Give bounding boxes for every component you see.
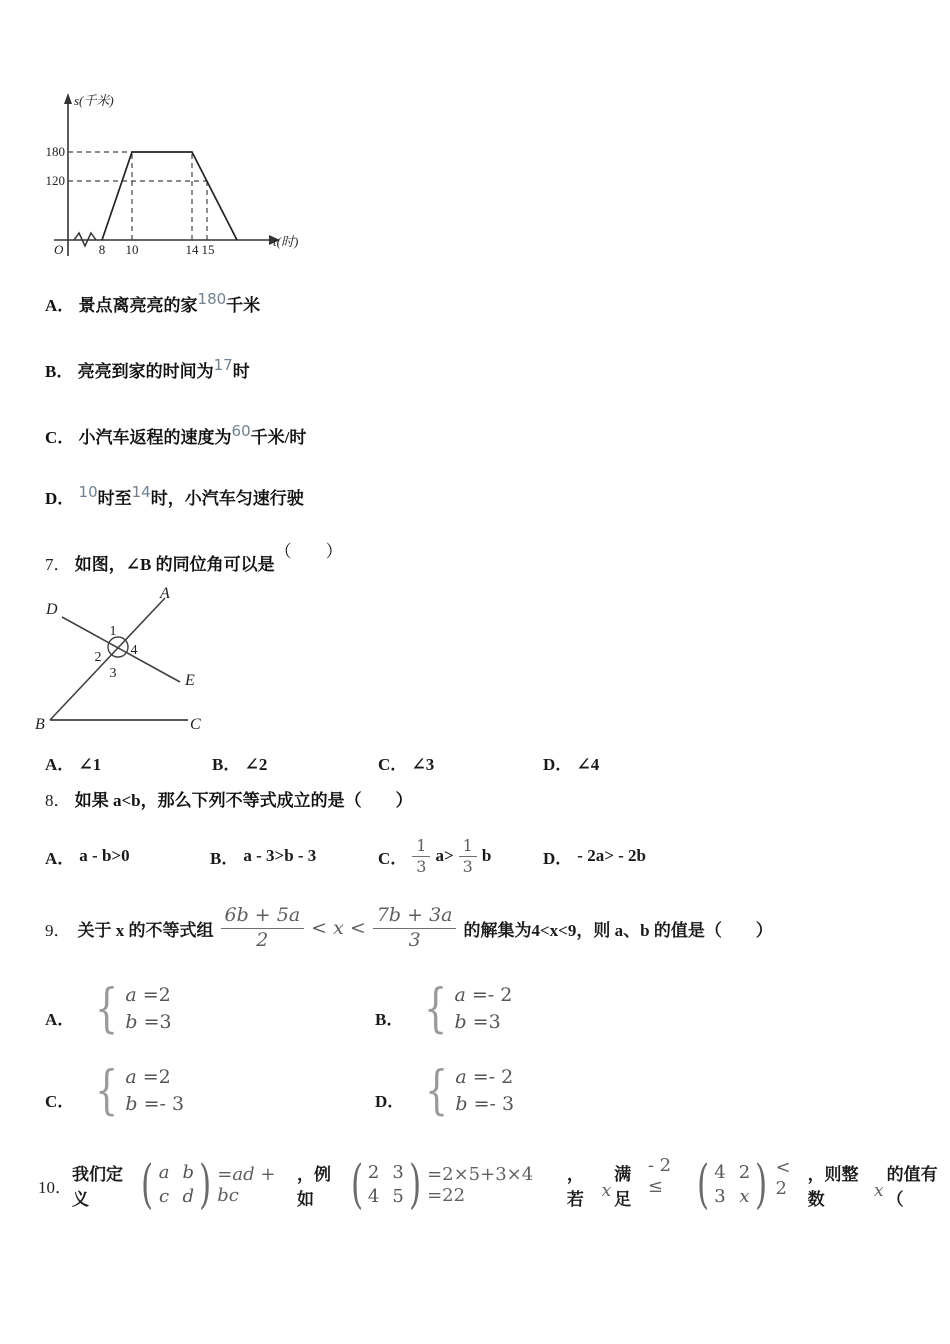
ytick-120: 120 (45, 173, 65, 188)
y-axis-arrow-icon (64, 93, 72, 104)
q6-option-b-letter: B． (45, 362, 74, 381)
q10-text-6: 的值有（ (886, 1165, 938, 1209)
q10-inequality-left: - 2 ≤ (647, 1155, 672, 1197)
q6-option-d-letter: D． (45, 489, 75, 508)
q9-b-line2-var: b (454, 1011, 467, 1033)
angle-label-3: 3 (109, 666, 117, 681)
q9-option-b-system (454, 982, 512, 1036)
q7-option-d-letter: D． (543, 755, 573, 774)
q10-text-3: ，若 (566, 1165, 584, 1209)
q9-frac1 (221, 905, 305, 951)
q10-variable-x-1: x (601, 1181, 612, 1201)
q8-option-c-letter: C． (378, 848, 408, 868)
q9-c-line2-val: =- 3 (143, 1093, 185, 1115)
q6-option-b (45, 357, 250, 382)
q10-text-2: ，例如 (297, 1165, 331, 1209)
q8-option-c-frac1 (412, 837, 430, 876)
q8-stem (45, 786, 413, 811)
q6-option-d-mid: 时至 (97, 489, 132, 508)
q9-stem (45, 890, 773, 966)
q8-option-c-end: b (481, 846, 492, 865)
q10-matrix-definition (137, 1155, 215, 1215)
q9-option-a-system (125, 982, 171, 1036)
q10-m3-22: x (739, 1186, 750, 1207)
q6-option-a (45, 291, 260, 316)
q7-number: 7． (45, 555, 71, 574)
q8-option-d-letter: D． (543, 848, 573, 868)
q6-option-b-post: 时 (232, 362, 250, 381)
q9-frac1-den: 2 (256, 928, 269, 951)
q9-frac2-den: 3 (408, 928, 421, 951)
q9-option-d-brace: { (425, 1061, 449, 1121)
q9-option-b-letter: B． (375, 1009, 404, 1029)
q8-option-b (210, 828, 316, 884)
q9-b-line2-val: =3 (472, 1011, 501, 1033)
q9-frac1-num: 6b + 5a (221, 905, 305, 928)
q8-option-b-letter: B． (210, 848, 239, 868)
q6-option-d-post: 时，小汽车匀速行驶 (150, 489, 304, 508)
line-BA (50, 598, 165, 720)
q10-stem (38, 1146, 950, 1224)
q9-d-line1-var: a (455, 1066, 467, 1088)
left-paren-icon: ( (141, 1155, 154, 1215)
q9-a-line1-var: a (125, 984, 137, 1006)
q9-c-line2-var: b (125, 1093, 138, 1115)
q6-option-d (45, 484, 304, 509)
q9-option-a-brace: { (95, 979, 119, 1039)
q8-option-b-value: a - 3>b - 3 (243, 846, 317, 865)
q6-option-d-number2: 14 (131, 483, 151, 501)
right-paren-icon: ) (199, 1155, 212, 1215)
q7-option-b (212, 750, 267, 775)
q9-text-post: 的解集为4<x<9，则 a、b 的值是（ ） (463, 920, 773, 940)
q9-option-d-letter: D． (375, 1091, 405, 1111)
q9-frac2 (373, 905, 457, 951)
q10-variable-x-2: x (873, 1181, 884, 1201)
q10-m3-12: 2 (738, 1162, 751, 1183)
q9-c-line1-val: =2 (142, 1066, 171, 1088)
q9-option-a-letter: A． (45, 1009, 75, 1029)
point-label-E: E (185, 672, 195, 689)
q9-a-line1-val: =2 (142, 984, 171, 1006)
q7-option-c-letter: C． (378, 755, 408, 774)
right-paren-icon: ) (755, 1155, 768, 1215)
q7-option-a-value: ∠1 (78, 755, 102, 774)
q9-text-pre: 关于 x 的不等式组 (77, 920, 214, 940)
q9-d-line2-val: =- 3 (473, 1093, 515, 1115)
q9-b-line1-val: =- 2 (471, 984, 513, 1006)
q9-d-line2-var: b (455, 1093, 468, 1115)
q10-m1-a: a (158, 1162, 170, 1183)
q9-option-c-system (125, 1064, 184, 1118)
xtick-8: 8 (98, 242, 106, 257)
q7-option-a-letter: A． (45, 755, 75, 774)
q8-option-c (378, 828, 491, 884)
line-DE (62, 617, 180, 682)
q9-b-line1-var: a (454, 984, 466, 1006)
x-axis-label: t(时) (273, 234, 299, 249)
y-axis-label: s(千米) (74, 93, 114, 108)
point-label-D: D (46, 601, 58, 618)
q10-m2-22: 5 (392, 1186, 404, 1207)
q7-answer-paren: （ ） (274, 542, 343, 561)
q6-option-a-pre: 景点离亮亮的家 (78, 296, 198, 315)
q8-c-frac2-num: 1 (459, 837, 477, 857)
q6-option-c (45, 423, 306, 448)
q9-frac2-num: 7b + 3a (373, 905, 457, 928)
q9-d-line1-val: =- 2 (472, 1066, 514, 1088)
q10-text-1: 我们定义 (72, 1165, 123, 1209)
q6-option-c-number: 60 (231, 422, 251, 440)
q9-option-c-brace: { (95, 1061, 119, 1121)
q7-option-c-value: ∠3 (411, 755, 435, 774)
q10-example-result: =2×5+3×4 =22 (427, 1164, 534, 1206)
q10-m1-d: d (182, 1186, 194, 1207)
q10-matrix-example (347, 1155, 426, 1215)
q9-c-line1-var: a (125, 1066, 137, 1088)
q7-option-d (543, 750, 599, 775)
q10-m2-11: 2 (367, 1162, 380, 1183)
q6-option-c-pre: 小汽车返程的速度为 (78, 428, 232, 447)
ytick-180: 180 (45, 144, 65, 159)
q9-option-a (45, 979, 172, 1039)
q10-m3-21: 3 (714, 1186, 726, 1207)
q8-option-d-value: - 2a> - 2b (577, 846, 646, 865)
q10-text-5: ，则整数 (807, 1165, 859, 1209)
q10-m1-c: c (159, 1186, 170, 1207)
q9-option-b (375, 979, 513, 1039)
point-label-A: A (160, 585, 170, 602)
q8-number: 8． (45, 791, 71, 810)
q8-c-frac2-den: 3 (462, 856, 473, 876)
q6-option-a-letter: A． (45, 296, 75, 315)
angle-label-2: 2 (94, 650, 102, 665)
right-paren-icon: ) (408, 1155, 422, 1215)
q7-text: 如图，∠B 的同位角可以是 (74, 555, 275, 574)
q6-option-b-pre: 亮亮到家的时间为 (77, 362, 214, 381)
q10-inequality-right: < 2 (775, 1157, 791, 1199)
q7-option-d-value: ∠4 (576, 755, 600, 774)
q10-m2-12: 3 (392, 1162, 404, 1183)
q6-option-c-letter: C． (45, 428, 75, 447)
q10-m2-21: 4 (367, 1186, 380, 1207)
xtick-14: 14 (185, 242, 199, 257)
q8-c-frac1-den: 3 (416, 856, 427, 876)
q9-a-line2-var: b (125, 1011, 138, 1033)
angle-figure (28, 584, 268, 744)
origin-label: O (54, 242, 64, 257)
q10-m3-11: 4 (714, 1162, 726, 1183)
angle-label-1: 1 (109, 624, 117, 639)
q10-m1-b: b (182, 1162, 194, 1183)
q8-option-c-mid: a> (435, 846, 454, 865)
q9-option-c (45, 1061, 185, 1121)
q7-option-b-letter: B． (212, 755, 241, 774)
q9-number: 9． (45, 920, 71, 940)
q8-option-c-frac2 (459, 837, 477, 876)
q9-option-b-brace: { (424, 979, 448, 1039)
left-paren-icon: ( (350, 1155, 363, 1215)
q10-number: 10． (38, 1177, 72, 1197)
q9-option-d (375, 1061, 515, 1121)
q8-text: 如果 a<b，那么下列不等式成立的是（ ） (74, 791, 413, 810)
q9-option-c-letter: C． (45, 1091, 75, 1111)
q6-option-b-number: 17 (213, 356, 233, 374)
left-paren-icon: ( (697, 1155, 710, 1215)
distance-time-chart (40, 88, 302, 264)
xtick-10: 10 (125, 242, 139, 257)
q7-option-a (45, 750, 101, 775)
q7-option-c (378, 750, 434, 775)
q6-option-a-number: 180 (197, 290, 227, 308)
q9-inequality-mid: < x < (311, 917, 366, 939)
q6-option-a-post: 千米 (226, 296, 261, 315)
q8-option-d (543, 828, 646, 884)
angle-label-4: 4 (130, 643, 138, 658)
q9-option-d-system (455, 1064, 514, 1118)
point-label-B: B (35, 716, 45, 733)
q7-option-b-value: ∠2 (244, 755, 268, 774)
distance-line-series (102, 152, 237, 240)
point-label-C: C (190, 716, 201, 733)
q8-option-a-letter: A． (45, 848, 75, 868)
q8-option-a-value: a - b>0 (79, 846, 130, 865)
q10-text-4: 满足 (614, 1165, 632, 1209)
q10-matrix-inequality (693, 1155, 772, 1215)
q8-option-a (45, 828, 130, 884)
q6-option-d-number: 10 (78, 483, 98, 501)
q9-a-line2-val: =3 (143, 1011, 172, 1033)
q6-option-c-post: 千米/时 (250, 428, 307, 447)
q7-stem (45, 542, 343, 575)
q8-c-frac1-num: 1 (412, 837, 430, 857)
xtick-15: 15 (201, 242, 215, 257)
q10-definition-result: =ad + bc (217, 1164, 276, 1206)
